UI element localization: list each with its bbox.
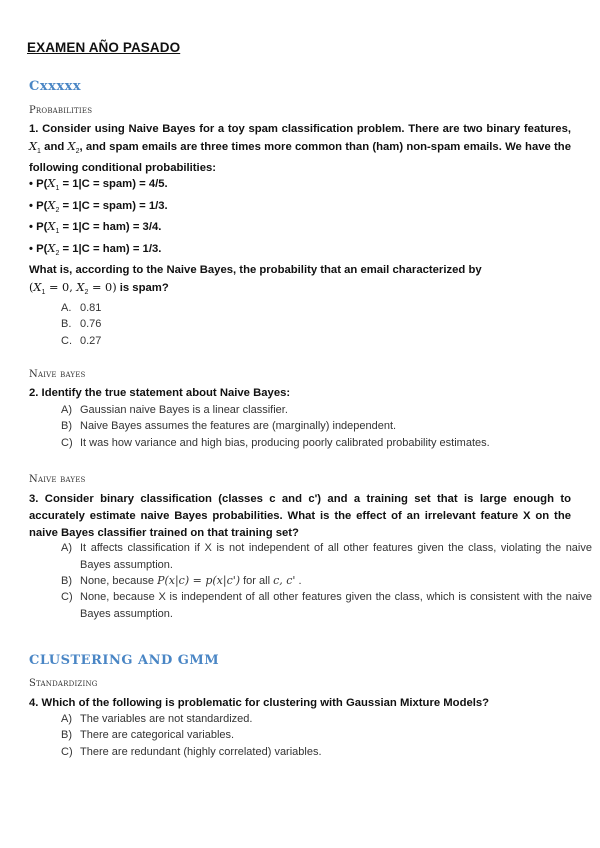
probability-line-3: • $P(X_1 = 1|C = ham) = 3/4$. (29, 220, 162, 235)
q1-option-a: A. 0.81 (61, 302, 102, 314)
q2-option-b: B) Naive Bayes assumes the features are (marginally) independent. (61, 420, 397, 432)
document-title: EXAMEN AÑO PASADO (27, 40, 181, 55)
question-4: 4. Which of the following is problematic for clustering with Gaussian Mixture Models? (29, 697, 490, 709)
q2-option-a: A) Gaussian naive Bayes is a linear classifier. (61, 404, 288, 416)
q4-option-a: A) The variables are not standardized. (61, 713, 253, 725)
q3-option-a: A) It affects classification if X is not independent of all other features given the class, violating the naive Bayes assumption. (61, 542, 592, 571)
q3-option-b: B) None, because P(x|c) = p(x|c') for all c, c' . (61, 574, 302, 587)
subheading-probabilities: Probabilities (29, 105, 93, 116)
subheading-standardizing: Standardizing (29, 678, 98, 689)
question-1-intro: 1. Consider using Naive Bayes for a toy spam classification problem. There are two binary features, $X_1$ and $X_2$, and spam emails are three times more common than (ham) non-spam emails. We have the following conditional probabilities: (29, 123, 571, 174)
probability-line-2: • $P(X_2 = 1|C$ = spam) = 1/3. (29, 199, 168, 214)
probability-line-1: • $P(X_1 = 1|C$ = spam) = 4/5. (29, 177, 168, 192)
question-2: 2. Identify the true statement about Naive Bayes: (29, 387, 291, 399)
probability-line-4: • $P(X_2 = 1|C = ham) = 1/3$. (29, 242, 162, 257)
q4-option-b: B) There are categorical variables. (61, 729, 235, 741)
q3-option-c: C) None, because X is independent of all other features given the class, which is consistent with the naive Bayes assumption. (61, 591, 592, 620)
question-3: 3. Consider binary classification (classes c and c') and a training set that is large enough to accurately estimate naive Bayes probabilities. What is the effect of an irrelevant feature X on the naive Bayes classifier trained on that training set? (29, 493, 571, 539)
q2-option-c: C) It was how variance and high bias, producing poorly calibrated probability estimates. (61, 437, 490, 449)
subheading-naive-bayes-2: Naive bayes (29, 474, 86, 485)
q1-option-c: C. 0.27 (61, 335, 102, 347)
q4-option-c: C) There are redundant (highly correlated) variables. (61, 746, 322, 758)
section-title-2: CLUSTERING AND GMM (29, 653, 220, 668)
subheading-naive-bayes-1: Naive bayes (29, 369, 86, 380)
section-title-1: Cxxxxx (29, 79, 82, 94)
question-1-ask: What is, according to the Naive Bayes, the probability that an email characterized by ($X_1 = 0$, $X_2 = 0$) is spam? (29, 264, 482, 296)
q1-option-b: B. 0.76 (61, 318, 102, 330)
